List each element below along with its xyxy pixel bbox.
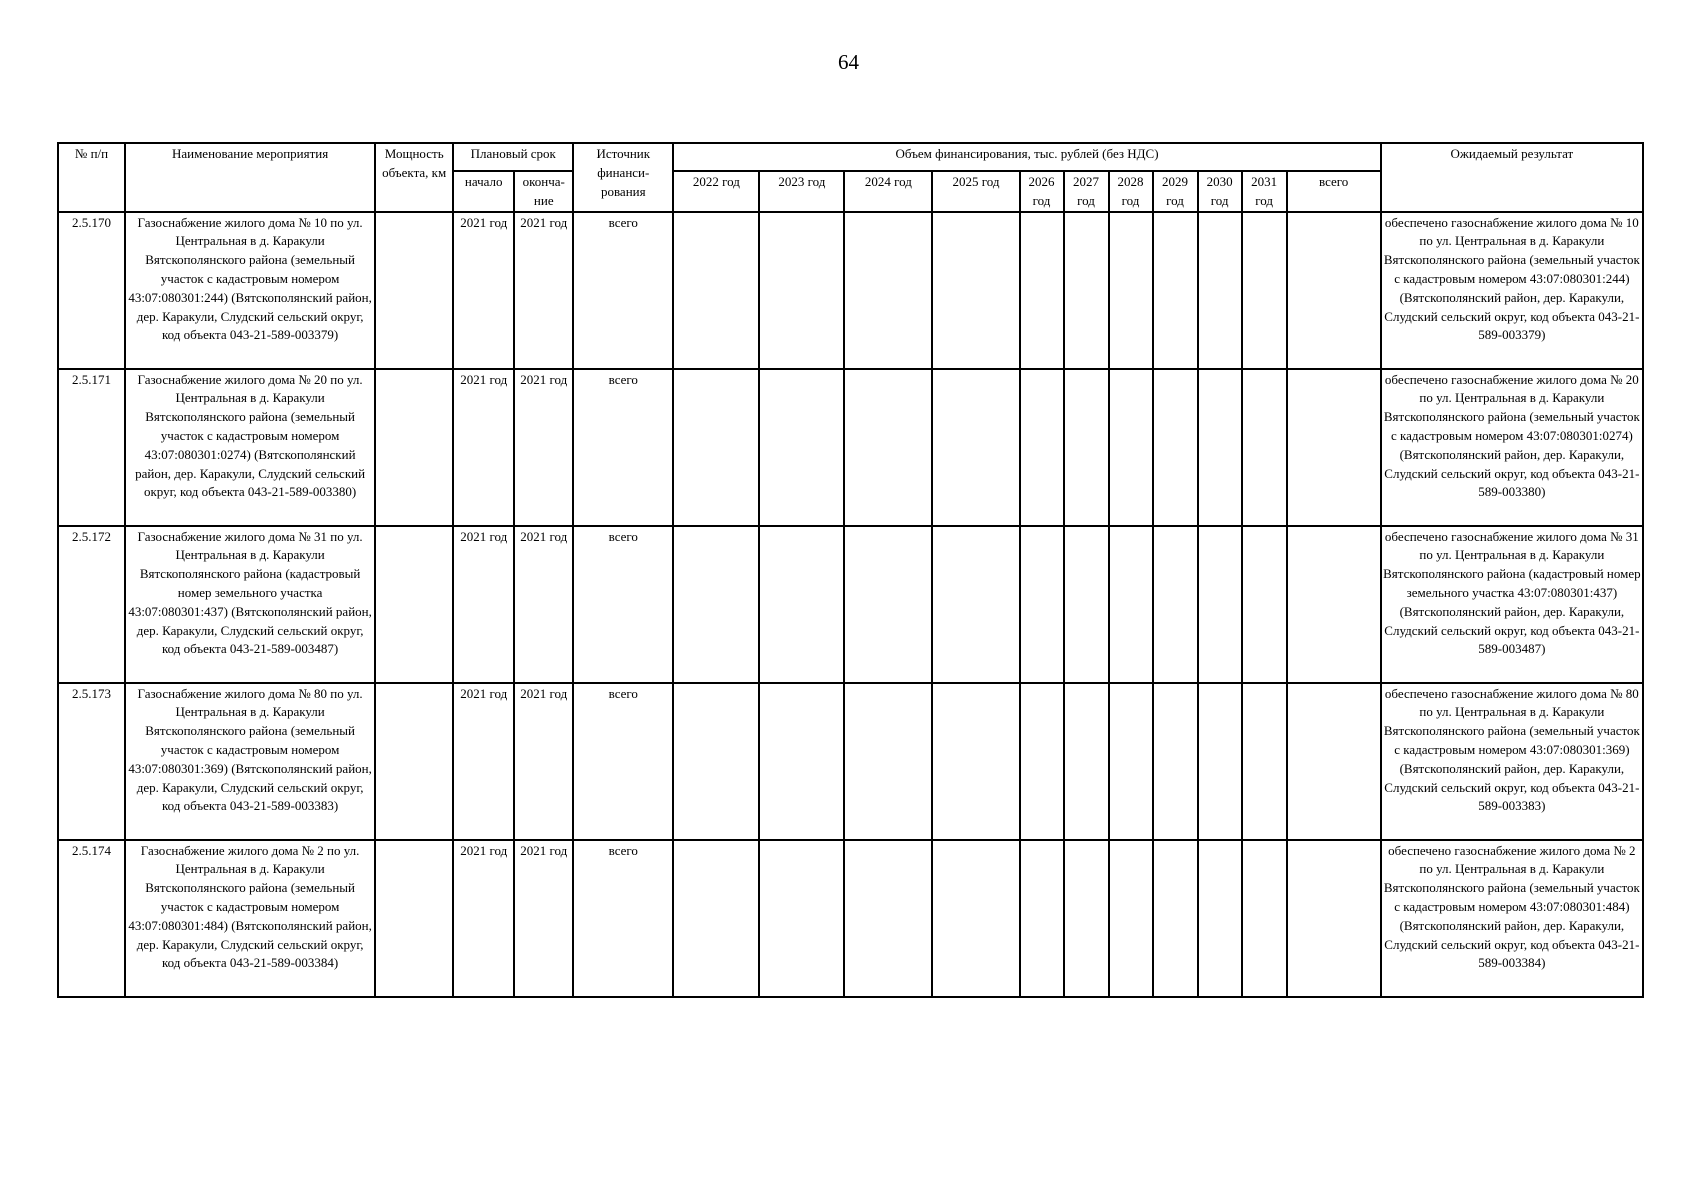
row-capacity [375,840,453,997]
row-cell-2028 [1109,683,1153,840]
row-cell-2029 [1153,840,1198,997]
row-cell-2030 [1198,212,1242,369]
row-source: всего [573,369,673,526]
row-cell-2025 [932,683,1019,840]
row-end: 2021 год [514,526,573,683]
row-cell-2023 [759,526,844,683]
header-result: Ожидаемый результат [1381,143,1643,212]
row-num: 2.5.174 [58,840,125,997]
row-name: Газоснабжение жилого дома № 2 по ул. Центральная в д. Каракули Вятскополянского района (земельный участок с кадастровым номером 43:07:080301:484) (Вятскополянский район, дер. Каракули, Слудский сельский округ, код объекта 043-21-589-003384) [125,840,375,997]
row-name: Газоснабжение жилого дома № 20 по ул. Центральная в д. Каракули Вятскополянского района (земельный участок с кадастровым номером 43:07:080301:0274) (Вятскополянский район, дер. Каракули, Слудский сельский округ, код объекта 043-21-589-003380) [125,369,375,526]
row-cell-2024 [844,212,932,369]
row-cell-2024 [844,369,932,526]
row-start: 2021 год [453,683,514,840]
row-capacity [375,683,453,840]
row-capacity [375,369,453,526]
row-cell-2026 [1020,369,1064,526]
row-capacity [375,212,453,369]
row-cell-2022 [673,840,759,997]
header-start: начало [453,171,514,212]
row-result: обеспечено газоснабжение жилого дома № 2 по ул. Центральная в д. Каракули Вятскополянского района (земельный участок с кадастровым номером 43:07:080301:484) (Вятскополянский район, дер. Каракули, Слудский сельский округ, код объекта 043-21-589-003384) [1381,840,1643,997]
row-cell-2022 [673,683,759,840]
row-name: Газоснабжение жилого дома № 80 по ул. Центральная в д. Каракули Вятскополянского района (земельный участок с кадастровым номером 43:07:080301:369) (Вятскополянский район, дер. Каракули, Слудский сельский округ, код объекта 043-21-589-003383) [125,683,375,840]
row-cell-2023 [759,683,844,840]
header-year-2023: 2023 год [759,171,844,212]
row-name: Газоснабжение жилого дома № 10 по ул. Центральная в д. Каракули Вятскополянского района (земельный участок с кадастровым номером 43:07:080301:244) (Вятскополянский район, дер. Каракули, Слудский сельский округ, код объекта 043-21-589-003379) [125,212,375,369]
row-cell-2025 [932,212,1019,369]
row-cell-total [1287,683,1381,840]
row-cell-2027 [1064,369,1109,526]
header-planned-term: Плановый срок [453,143,573,171]
row-cell-2030 [1198,369,1242,526]
row-cell-2030 [1198,526,1242,683]
row-cell-2028 [1109,212,1153,369]
row-num: 2.5.173 [58,683,125,840]
row-cell-2027 [1064,683,1109,840]
row-cell-2026 [1020,212,1064,369]
row-end: 2021 год [514,683,573,840]
row-cell-2031 [1242,369,1287,526]
row-source: всего [573,526,673,683]
table-row [58,526,1643,683]
row-end: 2021 год [514,840,573,997]
header-capacity: Мощность объекта, км [375,143,453,212]
row-cell-2031 [1242,683,1287,840]
row-capacity [375,526,453,683]
header-row-top [58,143,1643,171]
row-cell-2024 [844,840,932,997]
header-funding: Объем финансирования, тыс. рублей (без НДС) [673,143,1380,171]
row-result: обеспечено газоснабжение жилого дома № 31 по ул. Центральная в д. Каракули Вятскополянского района (кадастровый номер земельного участка 43:07:080301:437) (Вятскополянский район, дер. Каракули, Слудский сельский округ, код объекта 043-21-589-003487) [1381,526,1643,683]
row-cell-2022 [673,526,759,683]
row-cell-2025 [932,840,1019,997]
row-cell-2026 [1020,526,1064,683]
row-cell-2031 [1242,840,1287,997]
header-end: оконча-ние [514,171,573,212]
row-cell-2029 [1153,212,1198,369]
row-cell-2023 [759,212,844,369]
page-number: 64 [838,50,859,74]
header-year-2028: 2028 год [1109,171,1153,212]
row-cell-2024 [844,683,932,840]
row-name: Газоснабжение жилого дома № 31 по ул. Центральная в д. Каракули Вятскополянского района (кадастровый номер земельного участка 43:07:080301:437) (Вятскополянский район, дер. Каракули, Слудский сельский округ, код объекта 043-21-589-003487) [125,526,375,683]
row-cell-2031 [1242,212,1287,369]
row-source: всего [573,212,673,369]
row-cell-2029 [1153,369,1198,526]
header-year-2022: 2022 год [673,171,759,212]
row-cell-2030 [1198,683,1242,840]
row-num: 2.5.171 [58,369,125,526]
row-cell-2025 [932,369,1019,526]
header-num: № п/п [58,143,125,212]
row-cell-2028 [1109,526,1153,683]
row-cell-2031 [1242,526,1287,683]
header-year-2027: 2027 год [1064,171,1109,212]
row-cell-2027 [1064,212,1109,369]
row-cell-2029 [1153,526,1198,683]
row-num: 2.5.172 [58,526,125,683]
table-row [58,840,1643,997]
row-cell-2028 [1109,840,1153,997]
row-cell-2027 [1064,840,1109,997]
row-cell-2029 [1153,683,1198,840]
row-source: всего [573,840,673,997]
row-end: 2021 год [514,369,573,526]
header-year-2026: 2026 год [1020,171,1064,212]
row-cell-total [1287,369,1381,526]
row-cell-2030 [1198,840,1242,997]
row-cell-2022 [673,212,759,369]
row-cell-2024 [844,526,932,683]
header-name: Наименование мероприятия [125,143,375,212]
row-cell-2026 [1020,683,1064,840]
table-row [58,683,1643,840]
row-result: обеспечено газоснабжение жилого дома № 80 по ул. Центральная в д. Каракули Вятскополянского района (земельный участок с кадастровым номером 43:07:080301:369) (Вятскополянский район, дер. Каракули, Слудский сельский округ, код объекта 043-21-589-003383) [1381,683,1643,840]
header-year-2024: 2024 год [844,171,932,212]
row-cell-2028 [1109,369,1153,526]
row-cell-2023 [759,369,844,526]
row-cell-2023 [759,840,844,997]
row-start: 2021 год [453,526,514,683]
row-num: 2.5.170 [58,212,125,369]
row-cell-total [1287,840,1381,997]
row-result: обеспечено газоснабжение жилого дома № 20 по ул. Центральная в д. Каракули Вятскополянского района (земельный участок с кадастровым номером 43:07:080301:0274) (Вятскополянский район, дер. Каракули, Слудский сельский округ, код объекта 043-21-589-003380) [1381,369,1643,526]
header-total: всего [1287,171,1381,212]
row-cell-total [1287,212,1381,369]
row-start: 2021 год [453,369,514,526]
header-year-2031: 2031 год [1242,171,1287,212]
row-source: всего [573,683,673,840]
row-start: 2021 год [453,840,514,997]
row-cell-2027 [1064,526,1109,683]
row-end: 2021 год [514,212,573,369]
row-start: 2021 год [453,212,514,369]
row-cell-total [1287,526,1381,683]
row-cell-2025 [932,526,1019,683]
row-result: обеспечено газоснабжение жилого дома № 10 по ул. Центральная в д. Каракули Вятскополянского района (земельный участок с кадастровым номером 43:07:080301:244) (Вятскополянский район, дер. Каракули, Слудский сельский округ, код объекта 043-21-589-003379) [1381,212,1643,369]
table-row [58,212,1643,369]
header-year-2029: 2029 год [1153,171,1198,212]
row-cell-2022 [673,369,759,526]
header-year-2025: 2025 год [932,171,1019,212]
row-cell-2026 [1020,840,1064,997]
table-row [58,369,1643,526]
header-year-2030: 2030 год [1198,171,1242,212]
program-table [57,142,1644,998]
header-source: Источник финанси-рования [573,143,673,212]
